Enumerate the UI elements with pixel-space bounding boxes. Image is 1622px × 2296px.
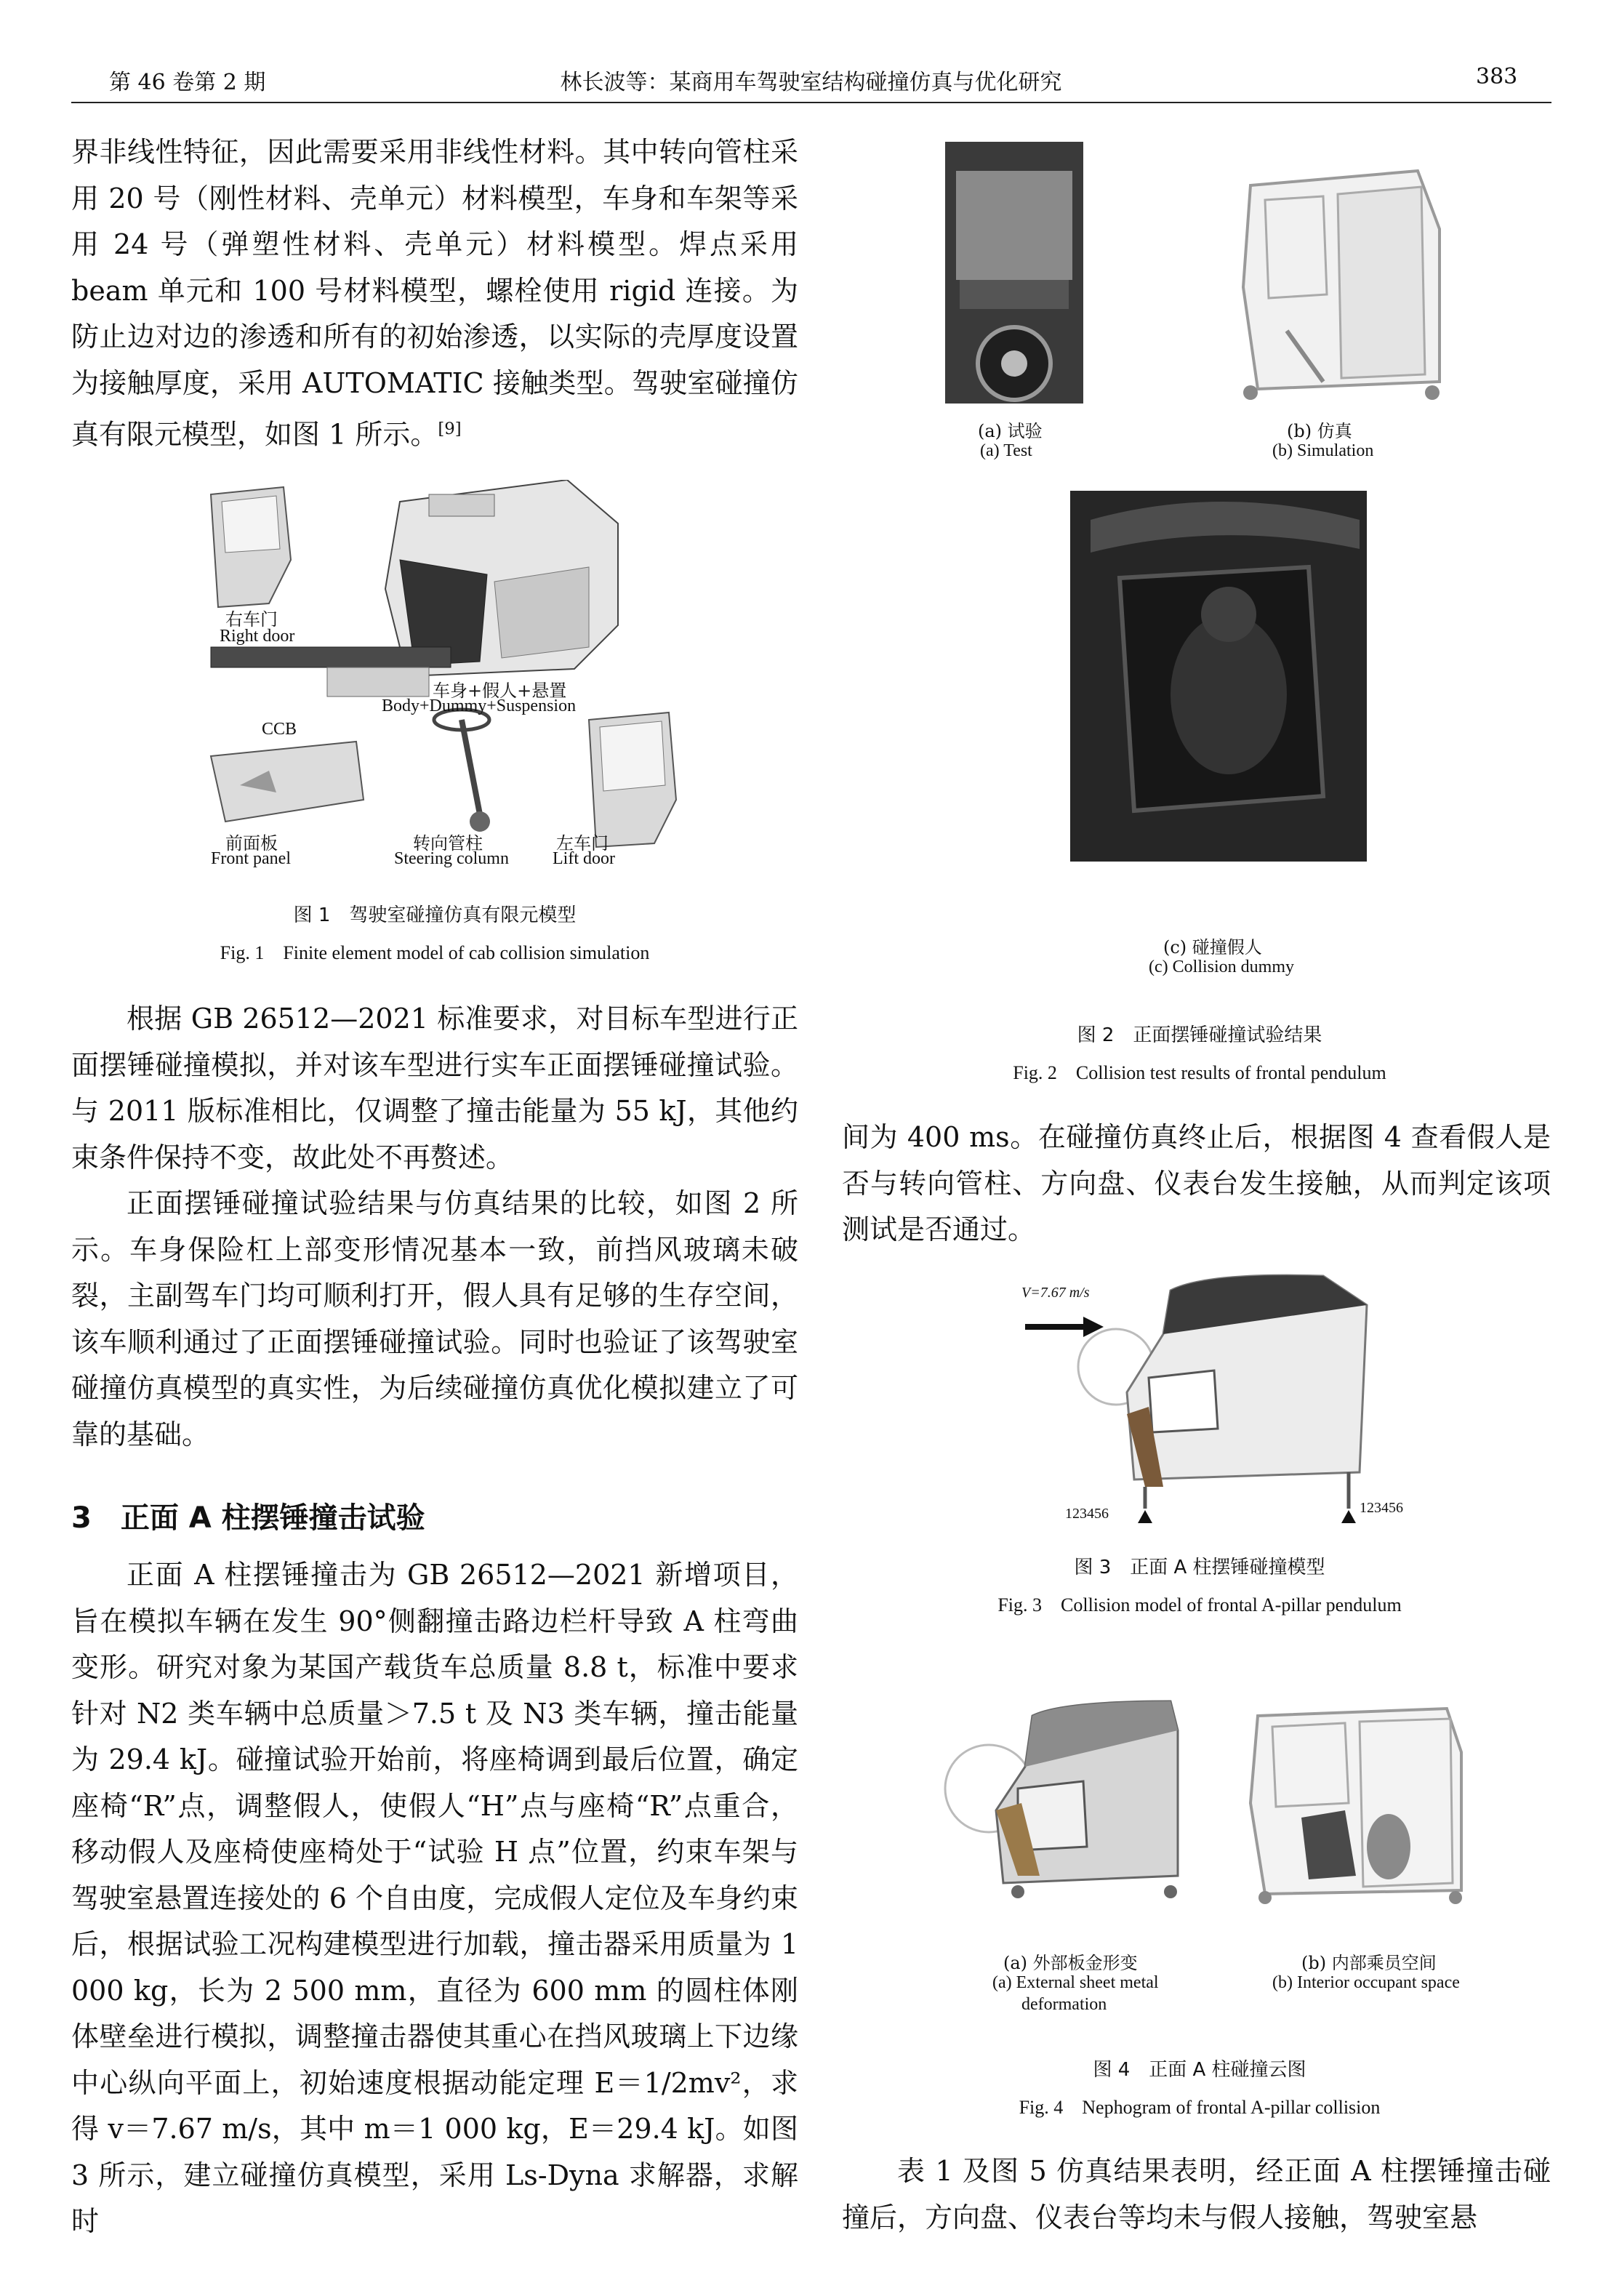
label-steering-cn: 转向管柱 — [413, 833, 483, 854]
citation-ref: [9] — [438, 420, 462, 438]
paragraph-materials-text: 界非线性特征，因此需要采用非线性材料。其中转向管柱采用 20 号（刚性材料、壳单元）材料模型，车身和车架等采用 24 号（弹塑性材料、壳单元）材料模型。焊点采用 beam 单元和 100 号材料模型，螺栓使用 rigid 连接。为防止边对边的渗透和所有的初始渗透，以实际的壳厚度设置为接触厚度，采用 AUTOMATIC 接触类型。驾驶室碰撞仿真有限元模型，如图 1 所示。 — [71, 136, 798, 451]
fig2-label-a-en: (a) Test — [980, 441, 1032, 460]
paragraph-solve-time-text: 间为 400 ms。在碰撞仿真终止后，根据图 4 查看假人是否与转向管柱、方向盘、仪表台发生接触，从而判定该项测试是否通过。 — [842, 1121, 1551, 1245]
fig4-label-a-cn: (a) 外部板金形变 — [1003, 1953, 1138, 1973]
paragraph-materials — [71, 129, 798, 458]
paragraph-solve-time — [842, 1115, 1551, 1253]
paragraph-a-pillar — [71, 1552, 798, 2245]
figure-3-caption-cn: 图 3 正面 A 柱摆锤碰撞模型 — [1074, 1557, 1325, 1578]
figure-4-nephogram — [938, 1658, 1476, 2036]
figure-2-caption-en: Fig. 2 Collision test results of frontal pendulum — [1013, 1062, 1386, 1083]
fig2-label-a-cn: (a) 试验 — [978, 421, 1043, 441]
header-rule — [71, 102, 1551, 103]
figure-1-fe-model — [182, 480, 705, 894]
header-issue: 第 46 卷第 2 期 — [109, 70, 266, 95]
figure-3-caption-en: Fig. 3 Collision model of frontal A-pillar pendulum — [997, 1594, 1402, 1615]
figure-2-caption-cn: 图 2 正面摆锤碰撞试验结果 — [1077, 1024, 1322, 1046]
header-page-number: 383 — [1476, 64, 1518, 89]
fig3-constraint-left: 123456 — [1065, 1506, 1109, 1522]
figure-2-test-results — [945, 142, 1469, 1007]
fig2-label-b-cn: (b) 仿真 — [1287, 421, 1352, 441]
fig3-velocity-label: V=7.67 m/s — [1021, 1285, 1090, 1301]
figure-1-caption-cn: 图 1 驾驶室碰撞仿真有限元模型 — [293, 904, 577, 926]
label-body-en: Body+Dummy+Suspension — [382, 697, 577, 715]
label-right-door-cn: 右车门 — [225, 609, 278, 630]
label-body-cn: 车身+假人+悬置 — [433, 681, 567, 701]
label-front-panel-en: Front panel — [211, 849, 291, 868]
header-title: 林长波等：某商用车驾驶室结构碰撞仿真与优化研究 — [560, 70, 1062, 95]
label-steering-en: Steering column — [394, 849, 509, 868]
paragraph-comparison-text: 正面摆锤碰撞试验结果与仿真结果的比较，如图 2 所示。车身保险杠上部变形情况基本一致，前挡风玻璃未破裂，主副驾车门均可顺利打开，假人具有足够的生存空间，该车顺利通过了正面摆锤碰撞试验。同时也验证了该驾驶室碰撞仿真模型的真实性，为后续碰撞仿真优化模拟建立了可靠的基础。 — [71, 1187, 798, 1450]
paragraph-results-text: 表 1 及图 5 仿真结果表明，经正面 A 柱摆锤撞击碰撞后，方向盘、仪表台等均未与假人接触，驾驶室悬 — [842, 2155, 1551, 2233]
label-right-door-en: Right door — [220, 627, 295, 646]
figure-3-drawing — [1018, 1269, 1425, 1538]
fig2-label-b-en: (b) Simulation — [1272, 441, 1374, 460]
fig3-constraint-right: 123456 — [1360, 1500, 1403, 1516]
label-left-door-en: Lift door — [553, 849, 615, 868]
figure-4-caption-en: Fig. 4 Nephogram of frontal A-pillar collision — [1019, 2097, 1381, 2118]
figure-4-caption-cn: 图 4 正面 A 柱碰撞云图 — [1093, 2059, 1306, 2081]
figure-1-caption-en: Fig. 1 Finite element model of cab collision simulation — [220, 942, 650, 963]
label-front-panel-cn: 前面板 — [225, 833, 278, 854]
paragraph-results — [842, 2148, 1551, 2241]
section-heading-3: 3 正面 A 柱摆锤撞击试验 — [71, 1501, 425, 1535]
label-left-door-cn: 左车门 — [556, 833, 609, 854]
fig2-label-c-cn: (c) 碰撞假人 — [1163, 937, 1262, 958]
paragraph-standard-text: 根据 GB 26512—2021 标准要求，对目标车型进行正面摆锤碰撞模拟，并对该车型进行实车正面摆锤碰撞试验。与 2011 版标准相比，仅调整了撞击能量为 55 kJ，其他约束条件保持不变，故此处不再赘述。 — [71, 1003, 798, 1173]
fig4-label-a-en-1: (a) External sheet metal — [992, 1973, 1159, 1992]
label-ccb: CCB — [262, 720, 297, 739]
paragraph-standard — [71, 996, 798, 1458]
fig4-label-b-en: (b) Interior occupant space — [1272, 1973, 1460, 1992]
fig4-label-b-cn: (b) 内部乘员空间 — [1301, 1953, 1437, 1973]
figure-2-photos — [945, 142, 1469, 1007]
fig2-label-c-en: (c) Collision dummy — [1149, 958, 1294, 976]
fig4-label-a-en-2: deformation — [1021, 1995, 1107, 2014]
figure-3-pendulum-model — [1018, 1269, 1425, 1538]
paragraph-a-pillar-text: 正面 A 柱摆锤撞击为 GB 26512—2021 新增项目，旨在模拟车辆在发生 90°侧翻撞击路边栏杆导致 A 柱弯曲变形。研究对象为某国产载货车总质量 8.8 t，标准中要求针对 N2 类车辆中总质量＞7.5 t 及 N3 类车辆，撞击能量为 29.4 kJ。碰撞试验开始前，将座椅调到最后位置，确定座椅“R”点，调整假人，使假人“H”点与座椅“R”点重合，移动假人及座椅使座椅处于“试验 H 点”位置，约束车架与驾驶室悬置连接处的 6 个自由度，完成假人定位及车身约束后，根据试验工况构建模型进行加载，撞击器采用质量为 1 000 kg，长为 2 500 mm，直径为 600 mm 的圆柱体刚体壁垒进行模拟，调整撞击器使其重心在挡风玻璃上下边缘中心纵向平面上，初始速度根据动能定理 E＝1/2mv²，求得 v＝7.67 m/s，其中 m＝1 000 kg，E＝29.4 kJ。如图 3 所示，建立碰撞仿真模型，采用 Ls-Dyna 求解器，求解时 — [71, 1559, 798, 2237]
